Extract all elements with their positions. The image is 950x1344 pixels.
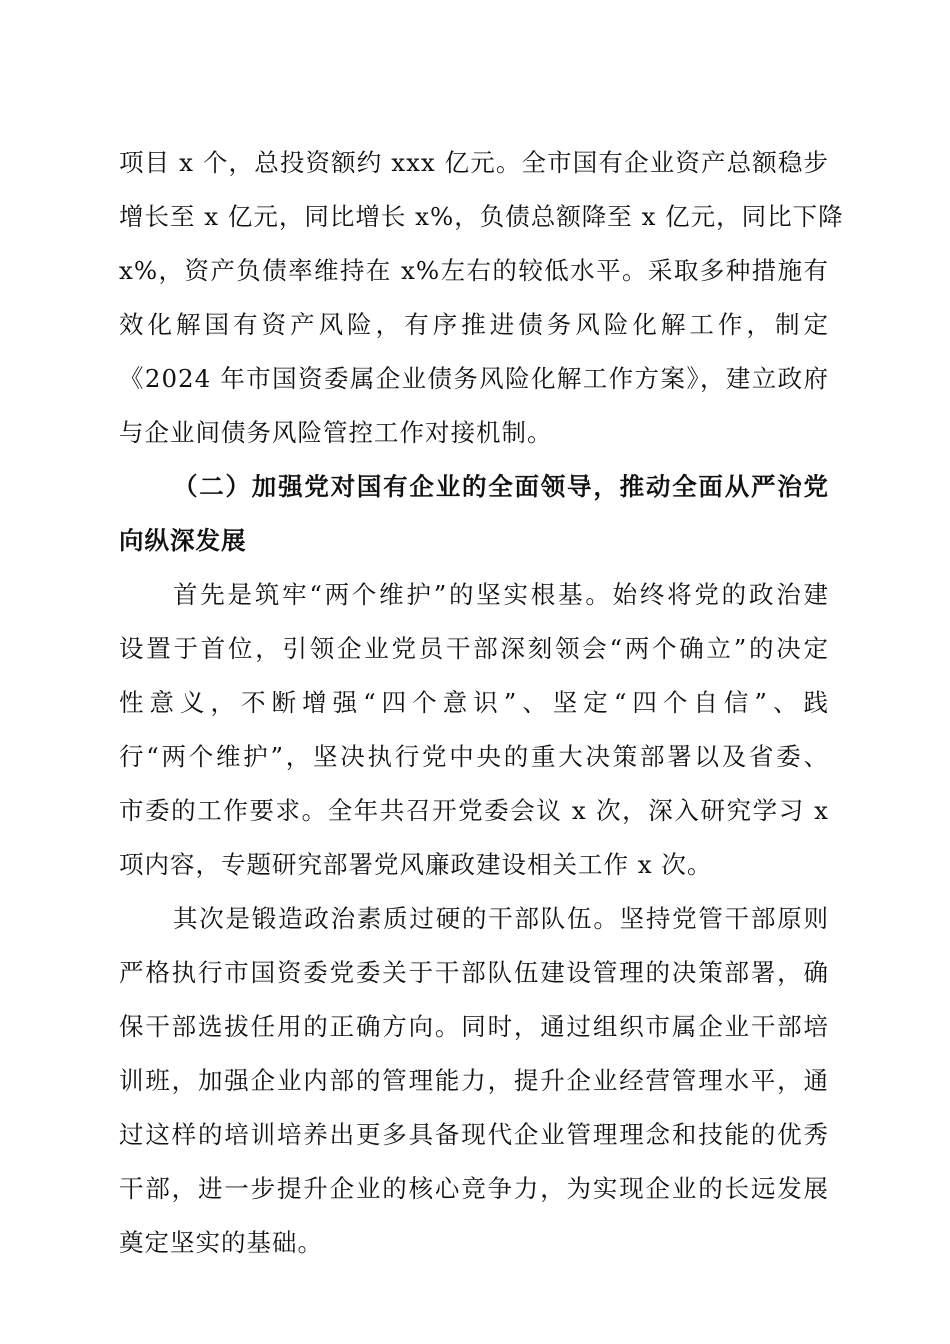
paragraph-asset-overview: [119, 136, 844, 460]
text-line: 市委的工作要求。全年共召开党委会议 x 次，深入研究学习 x: [119, 796, 829, 825]
text-line: 《2024 年市国资委属企业债务风险化解工作方案》，建立政府: [119, 364, 829, 393]
text-line: 训班，加强企业内部的管理能力，提升企业经营管理水平，通: [119, 1066, 829, 1095]
text-line: 效化解国有资产风险，有序推进债务风险化解工作，制定: [119, 310, 829, 339]
text-line: 性意义，不断增强“四个意识”、坚定“四个自信”、践: [119, 688, 829, 717]
text-line: 严格执行市国资委党委关于干部队伍建设管理的决策部署，确: [119, 958, 829, 987]
section-heading: [119, 460, 829, 568]
text-line: 设置于首位，引领企业党员干部深刻领会“两个确立”的决定: [119, 634, 829, 663]
text-line: 首先是筑牢“两个维护”的坚实根基。始终将党的政治建: [173, 580, 829, 609]
text-line: 项目 x 个，总投资额约 xxx 亿元。全市国有企业资产总额稳步: [119, 148, 829, 177]
text-line: 行“两个维护”，坚决执行党中央的重大决策部署以及省委、: [119, 742, 829, 771]
text-line: 干部，进一步提升企业的核心竞争力，为实现企业的长远发展: [119, 1174, 829, 1203]
text-line: x%，资产负债率维持在 x%左右的较低水平。采取多种措施有: [119, 256, 829, 285]
heading-line: （二）加强党对国有企业的全面领导，推动全面从严治党: [173, 472, 829, 501]
text-line: 过这样的培训培养出更多具备现代企业管理理念和技能的优秀: [119, 1120, 829, 1149]
document-page: [119, 136, 844, 1270]
text-line: 其次是锻造政治素质过硬的干部队伍。坚持党管干部原则: [173, 904, 829, 933]
paragraph-cadre-team: [119, 892, 829, 1270]
paragraph-two-safeguards: [119, 568, 829, 892]
text-line: 与企业间债务风险管控工作对接机制。: [119, 418, 553, 447]
text-line: 增长至 x 亿元，同比增长 x%，负债总额降至 x 亿元，同比下降: [119, 202, 844, 231]
text-line: 保干部选拔任用的正确方向。同时，通过组织市属企业干部培: [119, 1012, 829, 1041]
text-line: 奠定坚实的基础。: [119, 1228, 323, 1257]
heading-line: 向纵深发展: [119, 526, 247, 555]
text-line: 项内容，专题研究部署党风廉政建设相关工作 x 次。: [119, 850, 713, 879]
